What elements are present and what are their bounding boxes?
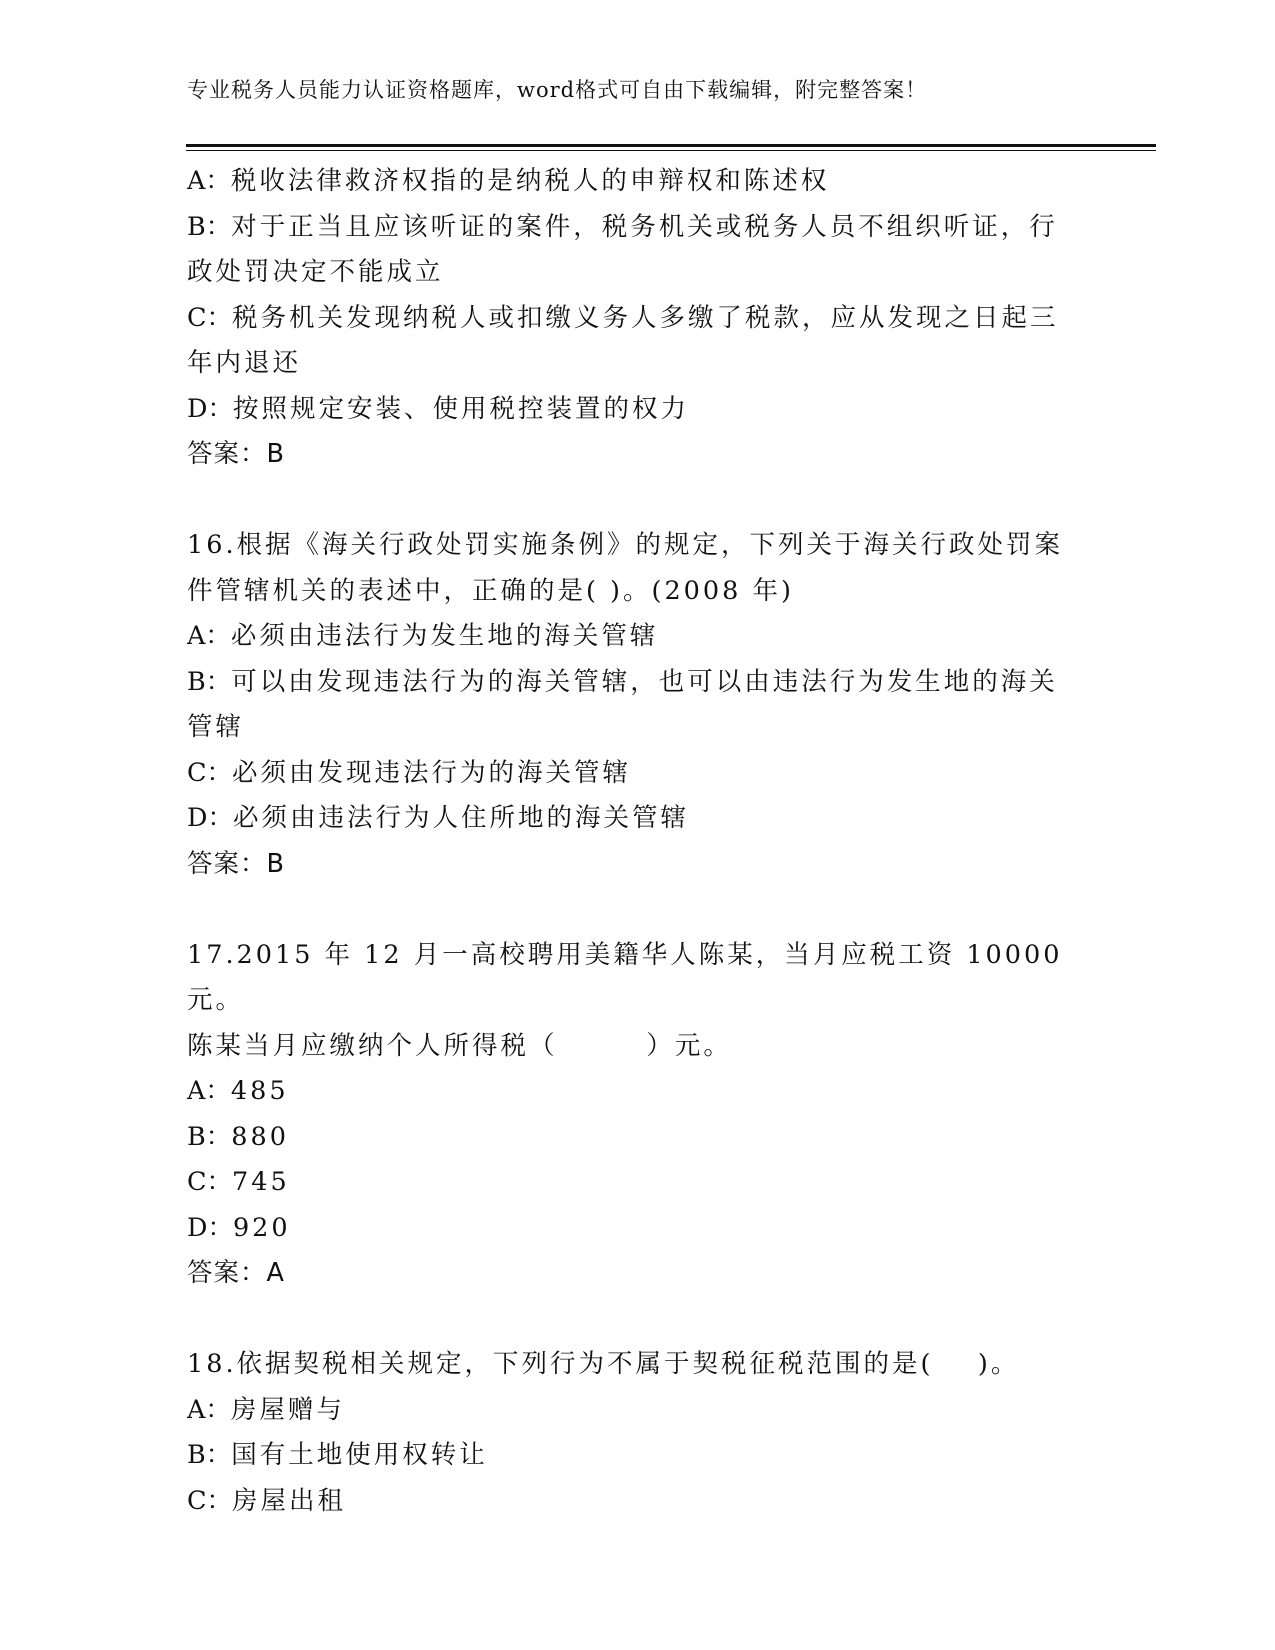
option-line	[187, 1479, 1067, 1525]
option-text: 对于正当且应该听证的案件，税务机关或税务人员不组织听证，行	[231, 211, 1058, 242]
option-key: D：	[187, 393, 233, 424]
option-line	[187, 1160, 1067, 1206]
option-text: 政处罚决定不能成立	[187, 257, 444, 287]
option-line	[187, 1433, 1067, 1479]
question-block	[187, 523, 1067, 887]
option-text: 年内退还	[187, 348, 302, 378]
option-text: 可以由发现违法行为的海关管辖，也可以由违法行为发生地的海关	[231, 666, 1058, 697]
question-text: 16.根据《海关行政处罚实施条例》的规定，下列关于海关行政处罚案	[187, 530, 1064, 560]
option-line	[187, 296, 1067, 342]
answer-line: 答案：A	[187, 1258, 285, 1288]
option-text: 必须由违法行为发生地的海关管辖	[230, 621, 659, 651]
option-key: B：	[187, 1121, 232, 1152]
option-key: C：	[187, 1485, 233, 1516]
option-line	[187, 1115, 1067, 1161]
option-text: 税务机关发现纳税人或扣缴义务人多缴了税款，应从发现之日起三	[232, 302, 1059, 333]
option-text: 920	[232, 1212, 291, 1243]
option-line	[187, 1069, 1067, 1115]
option-text: 按照规定安装、使用税控装置的权力	[232, 393, 689, 424]
question-text: 件管辖机关的表述中，正确的是( )。(2008 年)	[187, 575, 794, 606]
option-text: 房屋赠与	[230, 1394, 345, 1425]
option-text: 必须由违法行为人住所地的海关管辖	[232, 803, 689, 833]
header-rule-thin	[186, 150, 1156, 151]
option-line	[187, 796, 1067, 842]
option-line	[187, 751, 1067, 797]
question-block	[187, 1342, 1067, 1524]
option-line	[187, 250, 1067, 296]
option-line	[187, 1388, 1067, 1434]
option-key: C：	[187, 1167, 233, 1197]
option-text: 必须由发现违法行为的海关管辖	[232, 757, 632, 788]
question-block	[187, 933, 1074, 1297]
option-line	[187, 205, 1067, 251]
option-line	[187, 705, 1067, 751]
option-text: 房屋出租	[232, 1485, 347, 1516]
option-key: A：	[187, 166, 231, 196]
option-key: A：	[187, 1394, 231, 1425]
option-key: A：	[187, 1076, 231, 1106]
option-key: B：	[187, 1440, 232, 1470]
option-line	[187, 660, 1067, 706]
option-line	[187, 1206, 1067, 1252]
option-key: A：	[187, 621, 231, 651]
option-line	[187, 341, 1067, 387]
option-key: B：	[187, 666, 232, 697]
option-text: 税收法律救济权指的是纳税人的申辩权和陈述权	[230, 166, 830, 196]
option-text: 管辖	[187, 712, 245, 742]
header-rule-thick	[186, 144, 1156, 147]
answer-line: 答案：B	[187, 439, 285, 469]
option-line	[187, 387, 1067, 433]
option-key: C：	[187, 757, 233, 788]
question-text: 17.2015 年 12 月一高校聘用美籍华人陈某，当月应税工资 10000 元。	[187, 939, 1074, 1015]
option-key: B：	[187, 211, 232, 242]
option-key: D：	[187, 1212, 233, 1243]
question-list	[187, 159, 1074, 1524]
option-key: C：	[187, 302, 233, 333]
option-text: 880	[231, 1121, 289, 1152]
question-text: 18.依据契税相关规定，下列行为不属于契税征税范围的是( )。	[187, 1349, 1020, 1379]
option-text: 国有土地使用权转让	[231, 1440, 488, 1470]
question-block	[187, 159, 1067, 478]
option-text: 745	[232, 1167, 290, 1197]
option-text: 485	[230, 1076, 289, 1106]
question-text: 陈某当月应缴纳个人所得税（ ）元。	[187, 1030, 732, 1061]
answer-line: 答案：B	[187, 848, 285, 879]
option-line	[187, 614, 1067, 660]
page-header: 专业税务人员能力认证资格题库，word格式可自由下载编辑，附完整答案！	[187, 78, 928, 102]
option-line	[187, 159, 1067, 205]
option-key: D：	[187, 803, 233, 833]
